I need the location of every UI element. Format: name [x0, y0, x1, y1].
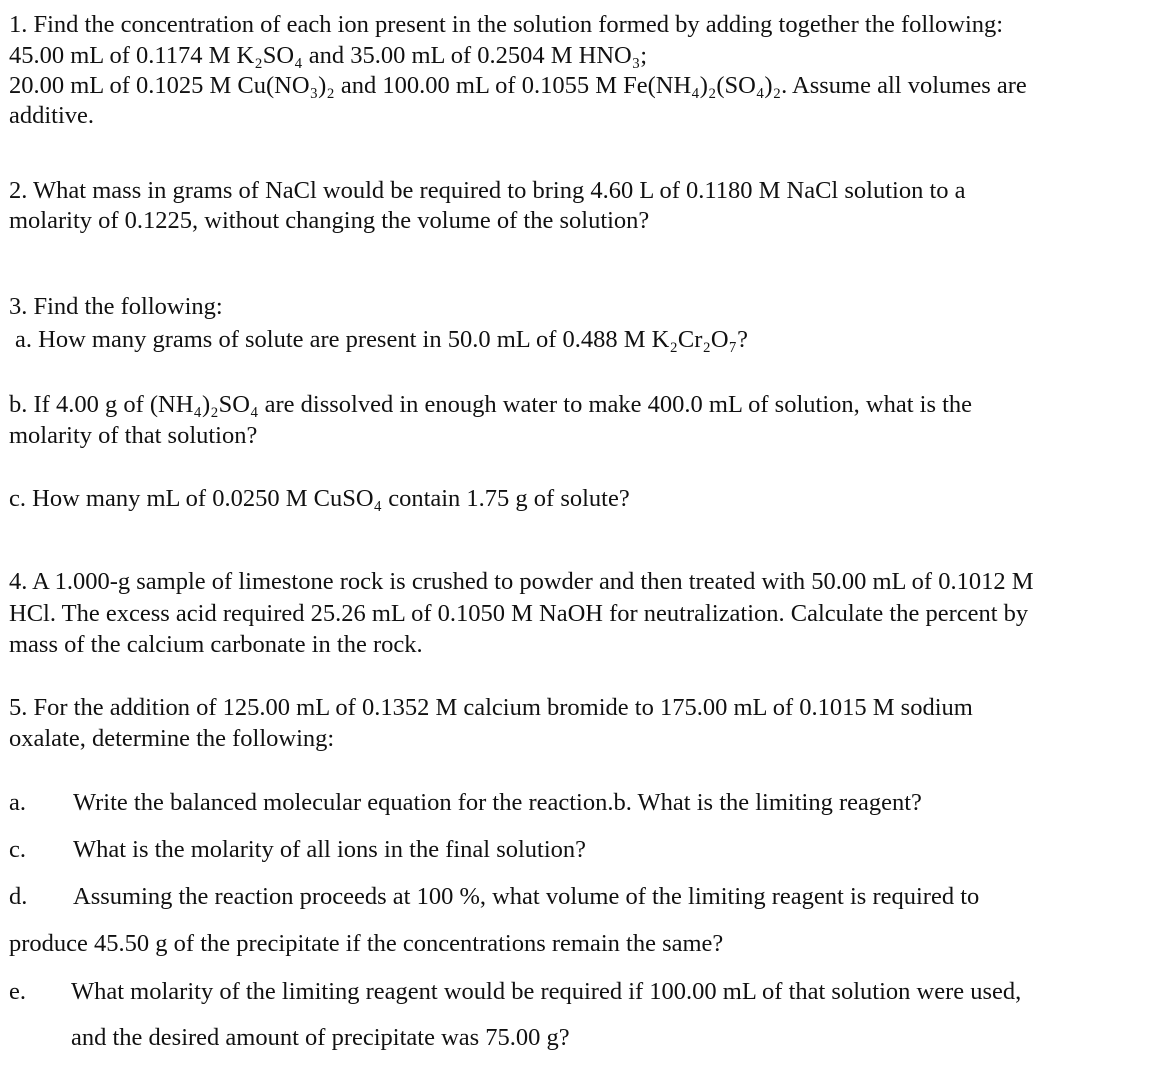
q5-part-a-marker: a. [9, 789, 26, 816]
q5-part-d-marker: d. [9, 883, 28, 910]
q2-line-1: 2. What mass in grams of NaCl would be required to bring 4.60 L of 0.1180 M NaCl solution to a [9, 177, 966, 204]
q5-part-d-text: Assuming the reaction proceeds at 100 %, what volume of the limiting reagent is required to [73, 883, 980, 910]
q4-line-2: HCl. The excess acid required 25.26 mL of 0.1050 M NaOH for neutralization. Calculate the percent by [9, 600, 1029, 627]
q5-part-c-text: What is the molarity of all ions in the final solution? [73, 836, 587, 863]
q4-line-1: 4. A 1.000-g sample of limestone rock is crushed to powder and then treated with 50.00 mL of 0.1012 M [9, 568, 1034, 595]
q1-line-2: 45.00 mL of 0.1174 M K₂SO₄ and 35.00 mL of 0.2504 M HNO₃; [9, 42, 648, 69]
q1-line-4: additive. [9, 102, 95, 129]
q3-part-b-line-2: molarity of that solution? [9, 422, 258, 449]
q5-part-a-text: Write the balanced molecular equation for the reaction.b. What is the limiting reagent? [73, 789, 922, 816]
q5-part-e-marker: e. [9, 978, 26, 1005]
q3-part-b-line-1: b. If 4.00 g of (NH₄)₂SO₄ are dissolved in enough water to make 400.0 mL of solution, what is the [9, 391, 973, 418]
q1-line-1: 1. Find the concentration of each ion present in the solution formed by adding together the following: [9, 11, 1004, 38]
q2-line-2: molarity of 0.1225, without changing the volume of the solution? [9, 207, 650, 234]
q4-line-3: mass of the calcium carbonate in the rock. [9, 631, 423, 658]
q1-line-3: 20.00 mL of 0.1025 M Cu(NO₃)₂ and 100.00 mL of 0.1055 M Fe(NH₄)₂(SO₄)₂. Assume all volumes are [9, 72, 1027, 99]
q3-part-c: c. How many mL of 0.0250 M CuSO₄ contain 1.75 g of solute? [9, 485, 630, 512]
q3-heading: 3. Find the following: [9, 293, 223, 320]
q5-part-d-text-2: produce 45.50 g of the precipitate if the concentrations remain the same? [9, 930, 724, 957]
q5-line-1: 5. For the addition of 125.00 mL of 0.1352 M calcium bromide to 175.00 mL of 0.1015 M sodium [9, 694, 973, 721]
q5-part-e-text: What molarity of the limiting reagent would be required if 100.00 mL of that solution were used, [71, 978, 1022, 1005]
q3-part-a: a. How many grams of solute are present in 50.0 mL of 0.488 M K₂Cr₂O₇? [15, 326, 749, 353]
q5-line-2: oxalate, determine the following: [9, 725, 335, 752]
q5-part-c-marker: c. [9, 836, 26, 863]
q5-part-e-text-2: and the desired amount of precipitate was 75.00 g? [71, 1024, 570, 1051]
